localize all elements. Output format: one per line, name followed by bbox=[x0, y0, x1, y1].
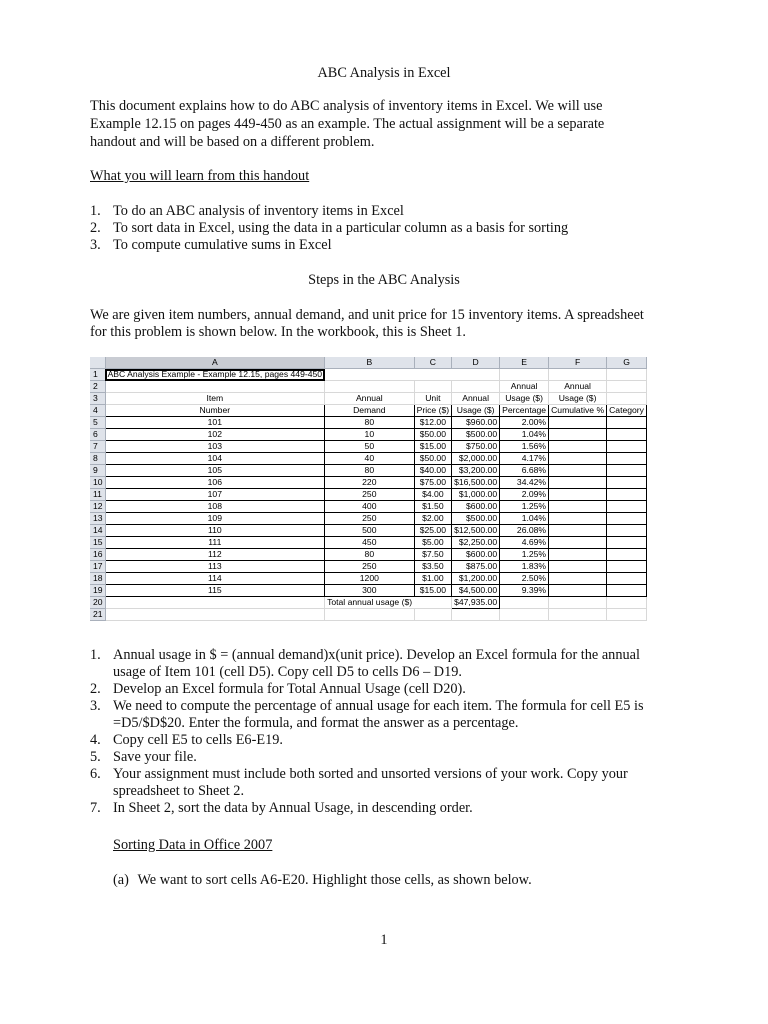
annual-demand-cell: 80 bbox=[325, 549, 415, 561]
spreadsheet-grid bbox=[90, 357, 647, 621]
annual-usage-cell: $4,500.00 bbox=[452, 585, 500, 597]
category-cell bbox=[607, 489, 647, 501]
item-number-cell: 114 bbox=[105, 573, 325, 585]
item-number-cell: 106 bbox=[105, 477, 325, 489]
cumulative-cell bbox=[549, 489, 607, 501]
item-number-cell: 115 bbox=[105, 585, 325, 597]
list-number: 5. bbox=[90, 749, 101, 765]
sorting-heading: Sorting Data in Office 2007 bbox=[113, 837, 273, 853]
unit-price-cell: $5.00 bbox=[414, 537, 451, 549]
annual-usage-cell: $960.00 bbox=[452, 417, 500, 429]
cumulative-cell bbox=[549, 549, 607, 561]
cumulative-cell bbox=[549, 537, 607, 549]
annual-demand-cell: 80 bbox=[325, 417, 415, 429]
annual-demand-cell: 50 bbox=[325, 441, 415, 453]
annual-demand-cell: 250 bbox=[325, 489, 415, 501]
instruction-line: spreadsheet to Sheet 2. bbox=[113, 783, 245, 799]
cumulative-cell bbox=[549, 573, 607, 585]
cumulative-cell bbox=[549, 417, 607, 429]
row-header: 16 bbox=[90, 549, 105, 561]
sheet-row-total bbox=[90, 597, 646, 609]
row-header: 9 bbox=[90, 465, 105, 477]
unit-price-cell: $2.00 bbox=[414, 513, 451, 525]
header-cell: Percentage bbox=[500, 405, 549, 417]
instruction-item bbox=[90, 800, 690, 817]
annual-demand-cell: 80 bbox=[325, 465, 415, 477]
instruction-line: Your assignment must include both sorted and unsorted versions of your work. Copy your bbox=[113, 766, 628, 782]
excel-spreadsheet bbox=[90, 357, 644, 627]
intro-line-3: handout and will be based on a different problem. bbox=[90, 134, 375, 150]
instruction-line: Develop an Excel formula for Total Annual Usage (cell D20). bbox=[113, 681, 466, 697]
category-cell bbox=[607, 465, 647, 477]
category-cell bbox=[607, 525, 647, 537]
header-cell: Demand bbox=[325, 405, 415, 417]
category-cell bbox=[607, 573, 647, 585]
item-number-cell: 109 bbox=[105, 513, 325, 525]
unit-price-cell: $40.00 bbox=[414, 465, 451, 477]
sheet-row bbox=[90, 417, 646, 429]
list-text: To sort data in Excel, using the data in a particular column as a basis for sorting bbox=[113, 220, 569, 236]
annual-usage-cell: $2,250.00 bbox=[452, 537, 500, 549]
list-text: To do an ABC analysis of inventory items in Excel bbox=[113, 203, 404, 219]
annual-usage-cell: $875.00 bbox=[452, 561, 500, 573]
cumulative-cell bbox=[549, 465, 607, 477]
header-cell: Item bbox=[105, 393, 325, 405]
sheet-row bbox=[90, 501, 646, 513]
unit-price-cell: $15.00 bbox=[414, 441, 451, 453]
sheet-row bbox=[90, 513, 646, 525]
list-number: 1. bbox=[90, 647, 101, 663]
cumulative-cell bbox=[549, 585, 607, 597]
instruction-line: =D5/$D$20. Enter the formula, and format the answer as a percentage. bbox=[113, 715, 519, 731]
row-header: 19 bbox=[90, 585, 105, 597]
usage-percentage-cell: 9.39% bbox=[500, 585, 549, 597]
category-cell bbox=[607, 513, 647, 525]
category-cell bbox=[607, 429, 647, 441]
unit-price-cell: $3.50 bbox=[414, 561, 451, 573]
sheet-row bbox=[90, 585, 646, 597]
sheet-row bbox=[90, 477, 646, 489]
column-header-f: F bbox=[549, 357, 607, 369]
column-header-e: E bbox=[500, 357, 549, 369]
annual-demand-cell: 40 bbox=[325, 453, 415, 465]
instruction-line: Copy cell E5 to cells E6-E19. bbox=[113, 732, 283, 748]
usage-percentage-cell: 4.69% bbox=[500, 537, 549, 549]
cumulative-cell bbox=[549, 525, 607, 537]
list-number: 2. bbox=[90, 681, 101, 697]
row-header: 5 bbox=[90, 417, 105, 429]
unit-price-cell: $15.00 bbox=[414, 585, 451, 597]
row-header: 18 bbox=[90, 573, 105, 585]
item-number-cell: 113 bbox=[105, 561, 325, 573]
annual-demand-cell: 250 bbox=[325, 561, 415, 573]
annual-demand-cell: 500 bbox=[325, 525, 415, 537]
row-header: 12 bbox=[90, 501, 105, 513]
unit-price-cell: $1.00 bbox=[414, 573, 451, 585]
usage-percentage-cell: 1.56% bbox=[500, 441, 549, 453]
item-number-cell: 104 bbox=[105, 453, 325, 465]
annual-demand-cell: 1200 bbox=[325, 573, 415, 585]
sheet-row bbox=[90, 489, 646, 501]
instruction-item bbox=[90, 749, 690, 766]
category-cell bbox=[607, 417, 647, 429]
list-number: 2. bbox=[90, 220, 101, 236]
learn-heading: What you will learn from this handout bbox=[90, 168, 310, 184]
steps-intro-line-2: for this problem is shown below. In the workbook, this is Sheet 1. bbox=[90, 324, 466, 340]
category-cell bbox=[607, 477, 647, 489]
usage-percentage-cell: 2.09% bbox=[500, 489, 549, 501]
sheet-row bbox=[90, 369, 646, 381]
sheet-row bbox=[90, 405, 646, 417]
row-header: 10 bbox=[90, 477, 105, 489]
annual-usage-cell: $3,200.00 bbox=[452, 465, 500, 477]
unit-price-cell: $7.50 bbox=[414, 549, 451, 561]
list-number: 3. bbox=[90, 237, 101, 253]
steps-intro-line-1: We are given item numbers, annual demand, and unit price for 15 inventory items. A spreadsheet bbox=[90, 307, 644, 323]
unit-price-cell: $50.00 bbox=[414, 429, 451, 441]
item-number-cell: 102 bbox=[105, 429, 325, 441]
row-header: 6 bbox=[90, 429, 105, 441]
header-cell: Annual bbox=[452, 393, 500, 405]
step-text: We want to sort cells A6-E20. Highlight those cells, as shown below. bbox=[137, 872, 532, 888]
row-header: 4 bbox=[90, 405, 105, 417]
header-cell: Price ($) bbox=[414, 405, 451, 417]
column-header-b: B bbox=[325, 357, 415, 369]
annual-demand-cell: 220 bbox=[325, 477, 415, 489]
row-header: 1 bbox=[90, 369, 105, 381]
sheet-row bbox=[90, 573, 646, 585]
sheet-row bbox=[90, 429, 646, 441]
instruction-line: In Sheet 2, sort the data by Annual Usage, in descending order. bbox=[113, 800, 473, 816]
step-label: (a) bbox=[113, 872, 129, 888]
row-header: 17 bbox=[90, 561, 105, 573]
category-cell bbox=[607, 561, 647, 573]
column-header-a: A bbox=[105, 357, 325, 369]
sheet-title-cell: ABC Analysis Example - Example 12.15, pages 449-450 bbox=[105, 369, 325, 381]
header-cell: Annual bbox=[325, 393, 415, 405]
cumulative-cell bbox=[549, 453, 607, 465]
row-header: 20 bbox=[90, 597, 105, 609]
sheet-row bbox=[90, 393, 646, 405]
list-number: 6. bbox=[90, 766, 101, 782]
item-number-cell: 108 bbox=[105, 501, 325, 513]
list-number: 4. bbox=[90, 732, 101, 748]
usage-percentage-cell: 34.42% bbox=[500, 477, 549, 489]
annual-demand-cell: 10 bbox=[325, 429, 415, 441]
usage-percentage-cell: 1.83% bbox=[500, 561, 549, 573]
category-cell bbox=[607, 441, 647, 453]
row-header: 21 bbox=[90, 609, 105, 621]
unit-price-cell: $12.00 bbox=[414, 417, 451, 429]
annual-usage-cell: $1,000.00 bbox=[452, 489, 500, 501]
category-cell bbox=[607, 501, 647, 513]
learn-item bbox=[90, 203, 690, 220]
usage-percentage-cell: 1.25% bbox=[500, 549, 549, 561]
sheet-row bbox=[90, 381, 646, 393]
usage-percentage-cell: 4.17% bbox=[500, 453, 549, 465]
row-header: 3 bbox=[90, 393, 105, 405]
instruction-line: Save your file. bbox=[113, 749, 197, 765]
intro-line-2: Example 12.15 on pages 449-450 as an example. The actual assignment will be a separate bbox=[90, 116, 605, 132]
total-label-cell: Total annual usage ($) bbox=[325, 597, 415, 609]
usage-percentage-cell: 2.00% bbox=[500, 417, 549, 429]
category-cell bbox=[607, 453, 647, 465]
unit-price-cell: $25.00 bbox=[414, 525, 451, 537]
sheet-row bbox=[90, 549, 646, 561]
annual-demand-cell: 250 bbox=[325, 513, 415, 525]
header-cell: Annual bbox=[549, 381, 607, 393]
row-header: 15 bbox=[90, 537, 105, 549]
sheet-row bbox=[90, 465, 646, 477]
header-cell: Number bbox=[105, 405, 325, 417]
row-header: 2 bbox=[90, 381, 105, 393]
cumulative-cell bbox=[549, 561, 607, 573]
row-header: 11 bbox=[90, 489, 105, 501]
usage-percentage-cell: 1.04% bbox=[500, 429, 549, 441]
header-cell: Category bbox=[607, 405, 647, 417]
item-number-cell: 103 bbox=[105, 441, 325, 453]
cumulative-cell bbox=[549, 501, 607, 513]
list-text: To compute cumulative sums in Excel bbox=[113, 237, 332, 253]
row-header: 7 bbox=[90, 441, 105, 453]
sheet-row bbox=[90, 561, 646, 573]
header-cell: Usage ($) bbox=[549, 393, 607, 405]
learn-item bbox=[90, 220, 690, 237]
list-number: 1. bbox=[90, 203, 101, 219]
column-header-row bbox=[90, 357, 646, 369]
sorting-step bbox=[113, 872, 532, 889]
sheet-row bbox=[90, 525, 646, 537]
header-cell: Cumulative % bbox=[549, 405, 607, 417]
item-number-cell: 110 bbox=[105, 525, 325, 537]
sheet-row bbox=[90, 609, 646, 621]
instruction-line: usage of Item 101 (cell D5). Copy cell D5 to cells D6 – D19. bbox=[113, 664, 463, 680]
unit-price-cell: $50.00 bbox=[414, 453, 451, 465]
learn-list bbox=[90, 203, 690, 254]
header-cell: Unit bbox=[414, 393, 451, 405]
cumulative-cell bbox=[549, 477, 607, 489]
header-cell: Usage ($) bbox=[452, 405, 500, 417]
learn-item bbox=[90, 237, 690, 254]
unit-price-cell: $1.50 bbox=[414, 501, 451, 513]
list-number: 3. bbox=[90, 698, 101, 714]
sheet-row bbox=[90, 537, 646, 549]
annual-usage-cell: $500.00 bbox=[452, 429, 500, 441]
annual-usage-cell: $1,200.00 bbox=[452, 573, 500, 585]
row-header: 13 bbox=[90, 513, 105, 525]
item-number-cell: 111 bbox=[105, 537, 325, 549]
annual-usage-cell: $12,500.00 bbox=[452, 525, 500, 537]
instruction-line: We need to compute the percentage of annual usage for each item. The formula for cell E5 is bbox=[113, 698, 644, 714]
column-header-c: C bbox=[414, 357, 451, 369]
cumulative-cell bbox=[549, 429, 607, 441]
instruction-line: Annual usage in $ = (annual demand)x(unit price). Develop an Excel formula for the annual bbox=[113, 647, 640, 663]
column-header-d: D bbox=[452, 357, 500, 369]
cumulative-cell bbox=[549, 441, 607, 453]
annual-usage-cell: $600.00 bbox=[452, 549, 500, 561]
unit-price-cell: $4.00 bbox=[414, 489, 451, 501]
list-number: 7. bbox=[90, 800, 101, 816]
header-cell: Annual bbox=[500, 381, 549, 393]
annual-usage-cell: $500.00 bbox=[452, 513, 500, 525]
row-header: 8 bbox=[90, 453, 105, 465]
annual-demand-cell: 300 bbox=[325, 585, 415, 597]
instruction-item bbox=[90, 647, 690, 681]
total-usage-cell: $47,935.00 bbox=[452, 597, 500, 609]
item-number-cell: 107 bbox=[105, 489, 325, 501]
document-title: ABC Analysis in Excel bbox=[317, 65, 451, 81]
usage-percentage-cell: 6.68% bbox=[500, 465, 549, 477]
instruction-item bbox=[90, 698, 690, 732]
instruction-list bbox=[90, 647, 690, 817]
instruction-item bbox=[90, 766, 690, 800]
category-cell bbox=[607, 549, 647, 561]
annual-demand-cell: 400 bbox=[325, 501, 415, 513]
corner-cell bbox=[90, 357, 105, 369]
usage-percentage-cell: 1.25% bbox=[500, 501, 549, 513]
item-number-cell: 105 bbox=[105, 465, 325, 477]
steps-heading: Steps in the ABC Analysis bbox=[308, 272, 460, 288]
annual-usage-cell: $750.00 bbox=[452, 441, 500, 453]
item-number-cell: 112 bbox=[105, 549, 325, 561]
usage-percentage-cell: 26.08% bbox=[500, 525, 549, 537]
header-cell: Usage ($) bbox=[500, 393, 549, 405]
item-number-cell: 101 bbox=[105, 417, 325, 429]
annual-usage-cell: $600.00 bbox=[452, 501, 500, 513]
usage-percentage-cell: 1.04% bbox=[500, 513, 549, 525]
sheet-row bbox=[90, 441, 646, 453]
category-cell bbox=[607, 537, 647, 549]
annual-demand-cell: 450 bbox=[325, 537, 415, 549]
row-header: 14 bbox=[90, 525, 105, 537]
annual-usage-cell: $16,500.00 bbox=[452, 477, 500, 489]
sheet-row bbox=[90, 453, 646, 465]
page-number: 1 bbox=[380, 932, 388, 948]
unit-price-cell: $75.00 bbox=[414, 477, 451, 489]
cumulative-cell bbox=[549, 513, 607, 525]
instruction-item bbox=[90, 732, 690, 749]
annual-usage-cell: $2,000.00 bbox=[452, 453, 500, 465]
instruction-item bbox=[90, 681, 690, 698]
column-header-g: G bbox=[607, 357, 647, 369]
intro-line-1: This document explains how to do ABC analysis of inventory items in Excel. We will use bbox=[90, 98, 603, 114]
category-cell bbox=[607, 585, 647, 597]
usage-percentage-cell: 2.50% bbox=[500, 573, 549, 585]
